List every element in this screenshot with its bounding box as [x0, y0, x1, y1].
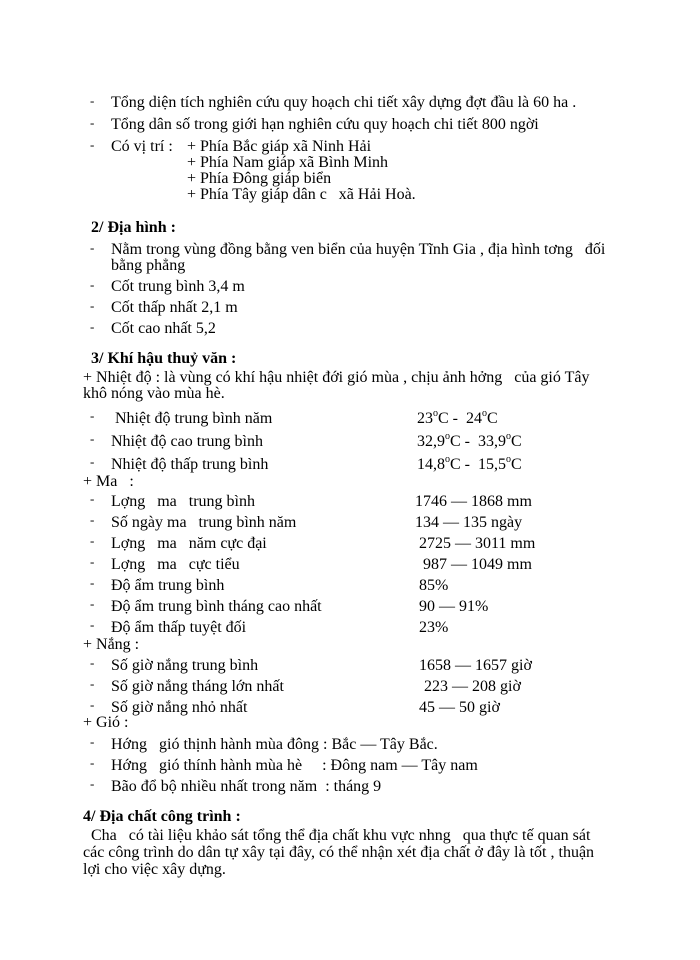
rain-heading: + Ma :: [83, 473, 134, 490]
geology-heading: 4/ Địa chất công trình :: [83, 808, 241, 825]
temp-label: Nhiệt độ thấp trung bình: [111, 456, 269, 473]
sun-label: Số giờ nắng tháng lớn nhất: [111, 678, 284, 695]
geology-text-3: lợi cho việc xây dựng.: [83, 861, 226, 878]
temperature-intro-2: khô nóng vào mùa hè.: [83, 385, 225, 402]
population-line: Tổng dân số trong giới hạn nghiên cứu quy hoạch chi tiết 800 ngời: [111, 116, 539, 133]
bullet-dash: -: [90, 137, 95, 152]
bullet-dash: -: [90, 533, 95, 548]
bullet-dash: -: [90, 512, 95, 527]
bullet-dash: -: [90, 676, 95, 691]
bullet-dash: -: [90, 655, 95, 670]
bullet-dash: -: [90, 755, 95, 770]
bullet-dash: -: [90, 617, 95, 632]
bullet-dash: -: [90, 776, 95, 791]
bullet-dash: -: [90, 298, 95, 313]
humidity-value: 90 — 91%: [419, 598, 489, 615]
location-east: + Phía Đông giáp biển: [187, 170, 332, 187]
wind-line: Hớng gió thịnh hành mùa đông : Bắc — Tây Bắc.: [111, 736, 438, 753]
sun-value: 1658 — 1657 giờ: [419, 657, 532, 674]
bullet-dash: -: [90, 454, 95, 469]
wind-line: Hớng gió thính hành mùa hè : Đông nam — Tây nam: [111, 757, 478, 774]
humidity-value: 85%: [419, 577, 449, 594]
rain-label: Số ngày ma trung bình năm: [111, 514, 297, 531]
bullet-dash: -: [90, 93, 95, 108]
rain-value: 134 — 135 ngày: [415, 514, 523, 531]
humidity-label: Độ ẩm trung bình tháng cao nhất: [111, 598, 322, 615]
sun-label: Số giờ nắng nhỏ nhất: [111, 699, 248, 716]
location-south: + Phía Nam giáp xã Bình Minh: [187, 154, 389, 171]
bullet-dash: -: [90, 319, 95, 334]
degree-sign: o: [506, 453, 511, 465]
sun-label: Số giờ nắng trung bình: [111, 657, 259, 674]
degree-sign: o: [445, 453, 450, 465]
bullet-dash: -: [90, 115, 95, 130]
temp-label: Nhiệt độ cao trung bình: [111, 433, 263, 450]
bullet-dash: -: [90, 491, 95, 506]
rain-value: 1746 — 1868 mm: [415, 493, 532, 510]
rain-value: 2725 — 3011 mm: [419, 535, 536, 552]
rain-label: Lợng ma trung bình: [111, 493, 255, 510]
bullet-dash: -: [90, 596, 95, 611]
rain-label: Lợng ma cực tiểu: [111, 556, 240, 573]
temp-value: 32,9$^o$C - 33,9$^o$C: [417, 430, 522, 450]
bullet-dash: -: [90, 575, 95, 590]
terrain-item: Cốt trung bình 3,4 m: [111, 278, 245, 295]
humidity-label: Độ ẩm trung bình: [111, 577, 225, 594]
terrain-item: Cốt thấp nhất 2,1 m: [111, 299, 238, 316]
geology-text-2: các công trình do dân tự xây tại đây, có thể nhận xét địa chất ở đây là tốt , thuận: [83, 844, 595, 861]
temperature-intro-1: + Nhiệt độ : là vùng có khí hậu nhiệt đới gió mùa , chịu ảnh hởng của gió Tây: [83, 369, 590, 386]
bullet-dash: -: [90, 408, 95, 423]
bullet-dash: -: [90, 554, 95, 569]
humidity-value: 23%: [419, 619, 449, 636]
area-line: Tổng diện tích nghiên cứu quy hoạch chi tiết xây dựng đợt đầu là 60 ha .: [111, 94, 577, 111]
wind-heading: + Gió :: [83, 714, 129, 731]
humidity-label: Độ ẩm thấp tuyệt đối: [111, 619, 247, 636]
bullet-dash: -: [90, 734, 95, 749]
sun-heading: + Nắng :: [83, 636, 140, 653]
degree-sign: o: [433, 407, 438, 419]
terrain-heading: 2/ Địa hình :: [91, 219, 176, 236]
degree-sign: o: [506, 430, 511, 442]
terrain-desc-1: Nằm trong vùng đồng bằng ven biển của huyện Tĩnh Gia , địa hình tơng đối: [111, 241, 606, 258]
sun-value: 223 — 208 giờ: [424, 678, 521, 695]
location-label: Có vị trí :: [111, 138, 173, 155]
degree-sign: o: [445, 430, 450, 442]
degree-sign: o: [482, 407, 487, 419]
bullet-dash: -: [90, 431, 95, 446]
bullet-dash: -: [90, 240, 95, 255]
location-north: + Phía Bắc giáp xã Ninh Hải: [187, 138, 372, 155]
storm-line: Bão đổ bộ nhiều nhất trong năm : tháng 9: [111, 778, 382, 795]
temp-value: 14,8$^o$C - 15,5$^o$C: [417, 453, 522, 473]
climate-heading: 3/ Khí hậu thuỷ văn :: [91, 350, 237, 367]
temp-value: 23$^o$C - 24$^o$C: [417, 407, 498, 427]
terrain-item: Cốt cao nhất 5,2: [111, 320, 216, 337]
rain-label: Lợng ma năm cực đại: [111, 535, 267, 552]
bullet-dash: -: [90, 277, 95, 292]
rain-value: 987 — 1049 mm: [419, 556, 532, 573]
sun-value: 45 — 50 giờ: [419, 699, 500, 716]
location-west: + Phía Tây giáp dân c xã Hải Hoà.: [187, 186, 416, 203]
geology-text-1: Cha có tài liệu khảo sát tổng thể địa chất khu vực nhng qua thực tế quan sát: [83, 827, 591, 844]
bullet-dash: -: [90, 697, 95, 712]
terrain-desc-2: bằng phẳng: [111, 257, 186, 274]
temp-label: Nhiệt độ trung bình năm: [111, 410, 273, 427]
